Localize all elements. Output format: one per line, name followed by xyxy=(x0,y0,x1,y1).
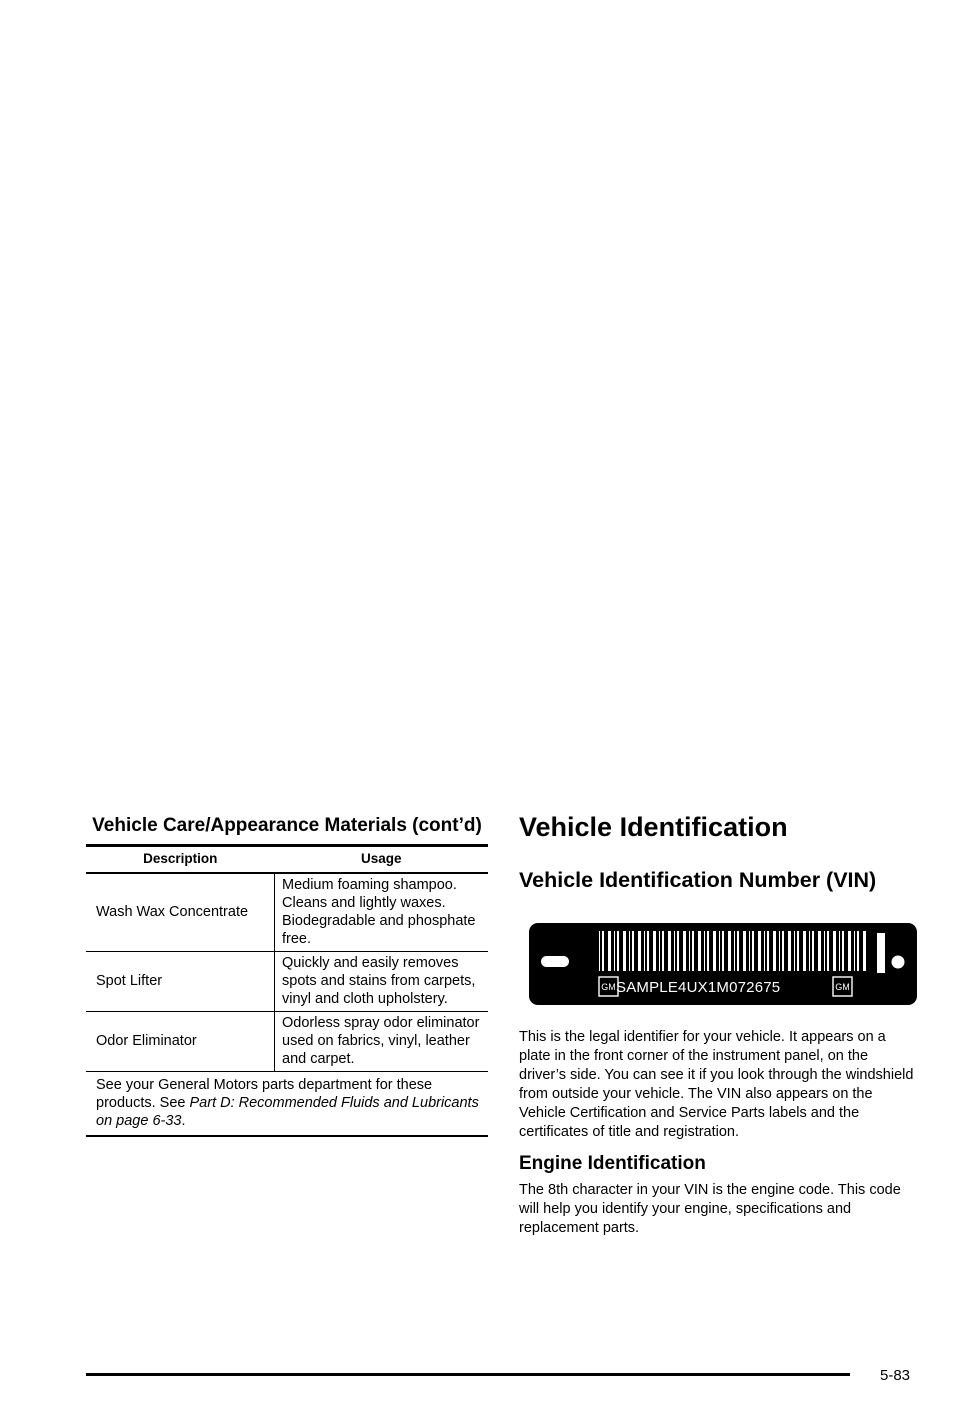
section-title: Vehicle Identification xyxy=(519,812,788,842)
vin-paragraph: This is the legal identifier for your vehicle. It appears on a plate in the front corner of the instrument panel, on the driver’s side. You can see it if you look through the windshield from outside your vehicle. The VIN also appears on the Vehicle Certification and Service Parts labels and the certificates of title and registration. xyxy=(519,1029,914,1140)
footer-rule xyxy=(86,1373,850,1376)
row-description: Odor Eliminator xyxy=(86,1012,275,1072)
table-row xyxy=(86,952,488,1012)
row-description: Spot Lifter xyxy=(86,952,275,1012)
vin-plate-image xyxy=(529,923,917,1005)
table-row xyxy=(86,1012,488,1072)
row-description: Wash Wax Concentrate xyxy=(86,873,275,952)
svg-text:GM: GM xyxy=(835,982,850,992)
column-header-description: Description xyxy=(86,846,275,874)
table-title: Vehicle Care/Appearance Materials (cont’d) xyxy=(92,815,482,836)
engine-paragraph: The 8th character in your VIN is the engine code. This code will help you identify your engine, specifications and replacement parts. xyxy=(519,1182,901,1236)
table-note-row xyxy=(86,1072,488,1137)
table-note xyxy=(86,1072,488,1137)
row-usage: Odorless spray odor eliminator used on fabrics, vinyl, leather and carpet. xyxy=(275,1012,489,1072)
page-number: 5-83 xyxy=(880,1367,911,1384)
table-note-text: See your General Motors parts department for these products. See xyxy=(96,1077,433,1111)
column-header-usage: Usage xyxy=(275,846,489,874)
vin-heading: Vehicle Identification Number (VIN) xyxy=(519,868,877,892)
table-row xyxy=(86,873,488,952)
vehicle-identification-section xyxy=(519,810,919,1238)
row-usage: Quickly and easily removes spots and stains from carpets, vinyl and cloth upholstery. xyxy=(275,952,489,1012)
care-materials-table xyxy=(86,844,488,1137)
row-usage: Medium foaming shampoo. Cleans and lightly waxes. Biodegradable and phosphate free. xyxy=(275,873,489,952)
table-note-reference-link[interactable]: Part D: Recommended Fluids and Lubricants on page 6-33 xyxy=(96,1095,479,1129)
care-materials-section xyxy=(86,816,488,1137)
vin-number: SAMPLE4UX1M072675 xyxy=(616,979,781,996)
engine-heading: Engine Identification xyxy=(519,1153,706,1174)
table-note-end: . xyxy=(181,1113,186,1129)
table-header-row xyxy=(86,846,488,874)
svg-text:GM: GM xyxy=(601,982,616,992)
